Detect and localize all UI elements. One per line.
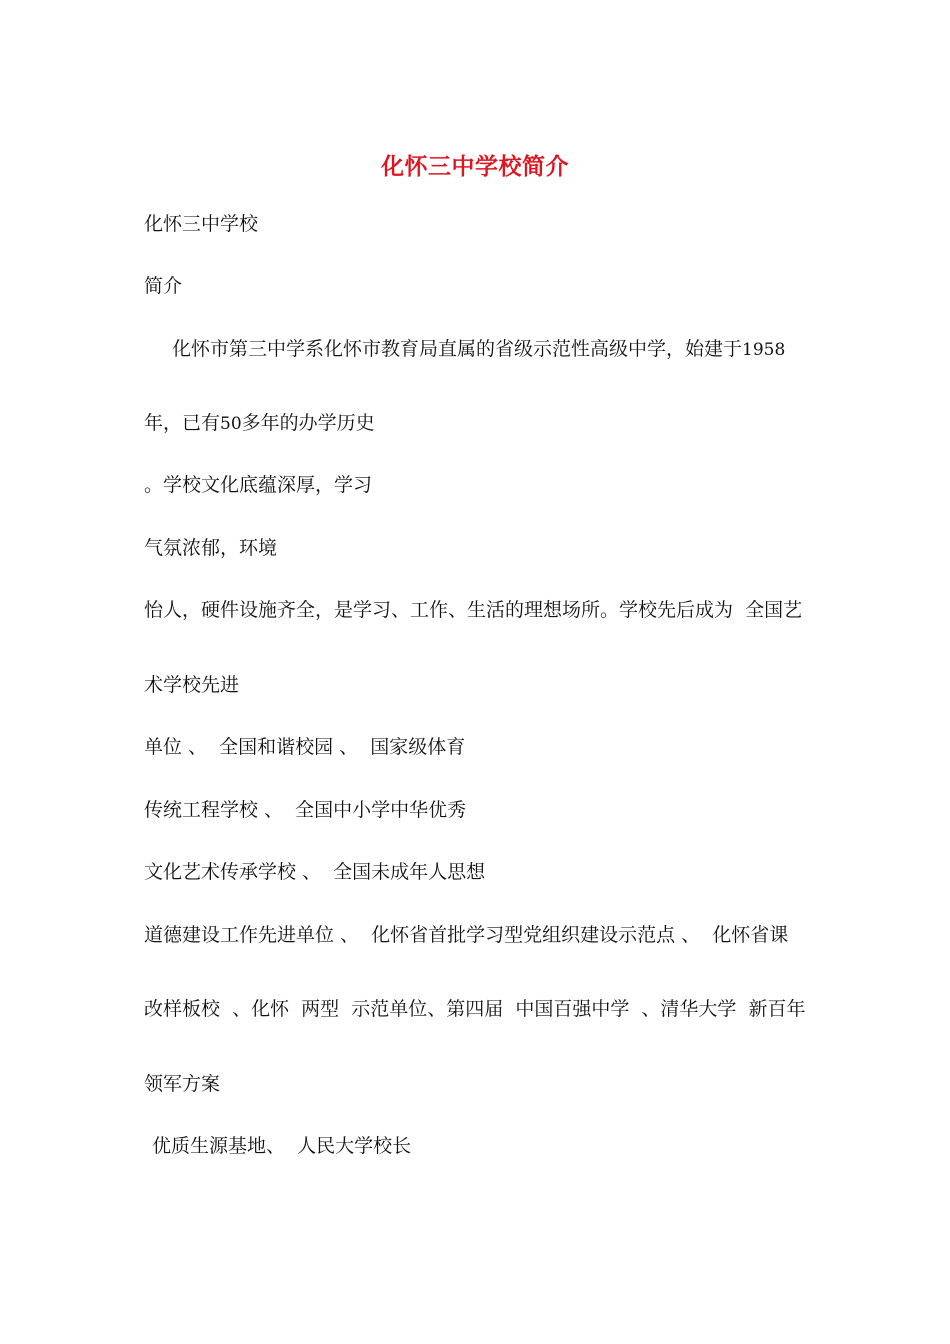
- paragraph-text: 多年的办学历史: [241, 412, 375, 434]
- paragraph-line-4: 气氛浓郁，环境: [144, 537, 278, 559]
- paragraph-line-6: 术学校先进: [144, 674, 240, 696]
- paragraph-line-7: 单位 、 全国和谐校园 、 国家级体育: [144, 736, 466, 758]
- paragraph-line-5: 怡人，硬件设施齐全，是学习、工作、生活的理想场所。学校先后成为 全国艺: [144, 599, 803, 621]
- paragraph-line-10: 道德建设工作先进单位 、 化怀省首批学习型党组织建设示范点 、 化怀省课: [144, 924, 789, 946]
- paragraph-line-2: [144, 409, 375, 438]
- paragraph-line-1: [172, 335, 785, 364]
- paragraph-line-11: 改样板校 、化怀 两型 示范单位、第四届 中国百强中学 、清华大学 新百年: [144, 998, 806, 1020]
- paragraph-line-3: 。学校文化底蕴深厚，学习: [144, 474, 373, 496]
- years-number: 50: [220, 414, 242, 434]
- paragraph-text: 化怀市第三中学系化怀市教育局直属的省级示范性高级中学，始建于: [172, 338, 743, 360]
- document-title: 化怀三中学校简介: [381, 154, 569, 180]
- heading-line-intro: 简介: [144, 275, 183, 297]
- paragraph-line-12: 领军方案: [144, 1073, 221, 1095]
- paragraph-line-13: 优质生源基地、 人民大学校长: [152, 1135, 412, 1157]
- paragraph-text: 年，已有: [144, 412, 221, 434]
- paragraph-line-9: 文化艺术传承学校 、 全国未成年人思想: [144, 861, 486, 883]
- paragraph-line-8: 传统工程学校 、 全国中小学中华优秀: [144, 799, 467, 821]
- heading-line-school: 化怀三中学校: [144, 213, 259, 235]
- year-number: 1958: [742, 340, 786, 360]
